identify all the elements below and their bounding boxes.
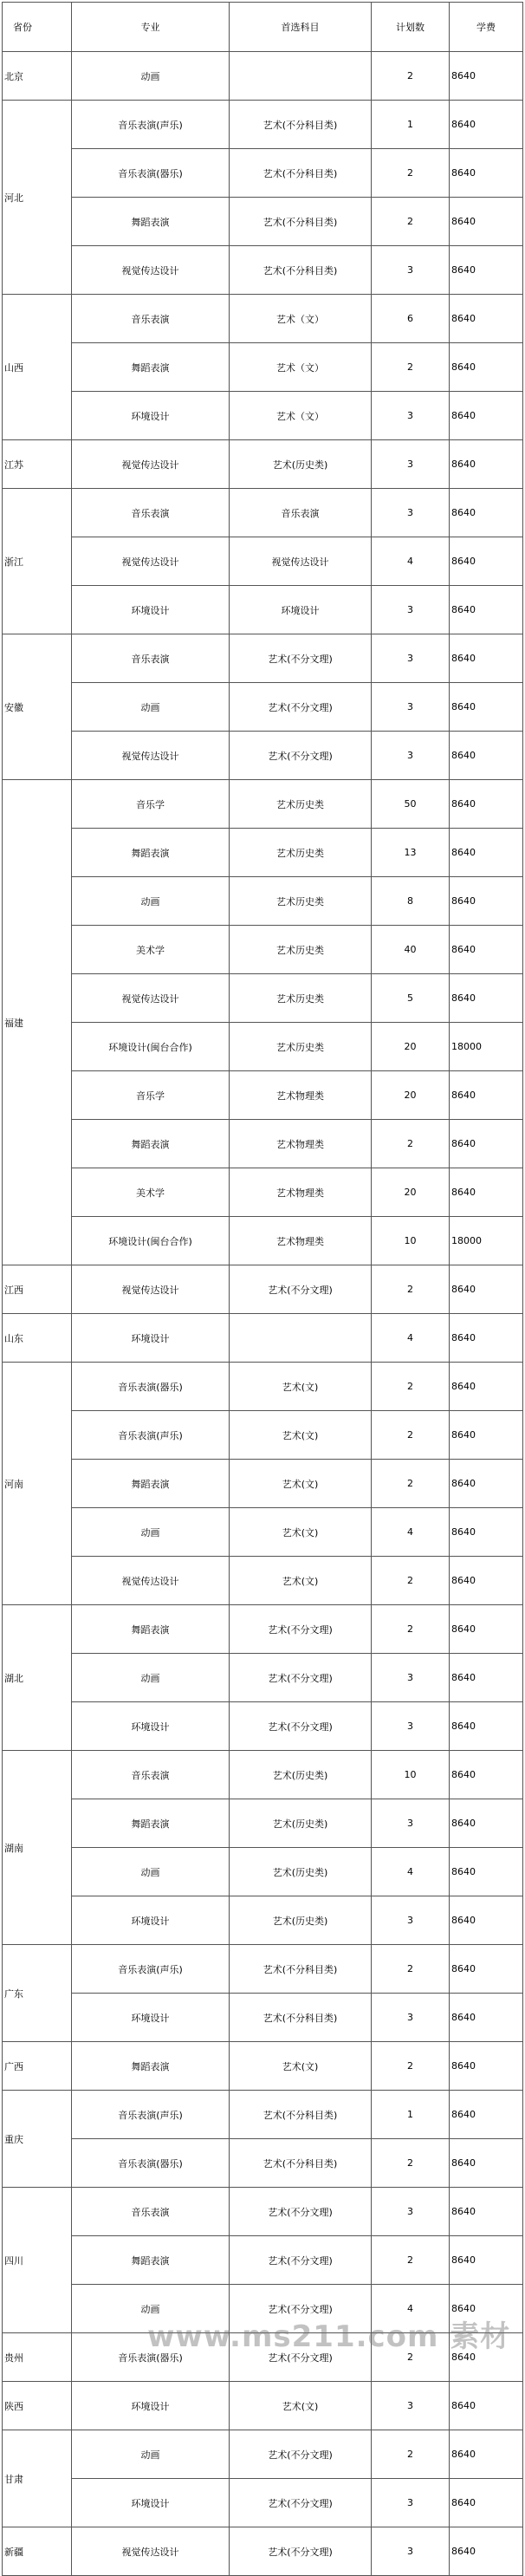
major-cell: 音乐学 bbox=[72, 780, 230, 829]
province-cell: 山西 bbox=[3, 295, 72, 440]
major-cell: 动画 bbox=[72, 1508, 230, 1557]
major-cell: 音乐表演 bbox=[72, 1751, 230, 1799]
major-cell: 舞蹈表演 bbox=[72, 1605, 230, 1654]
major-cell: 环境设计 bbox=[72, 1994, 230, 2042]
tuition-cell: 8640 bbox=[450, 2188, 523, 2236]
province-cell: 湖南 bbox=[3, 1751, 72, 1945]
plan-count-cell: 3 bbox=[372, 586, 450, 634]
tuition-cell: 8640 bbox=[450, 392, 523, 440]
table-row bbox=[3, 1751, 523, 1799]
major-cell: 动画 bbox=[72, 1848, 230, 1896]
subject-cell: 艺术历史类 bbox=[230, 926, 372, 974]
tuition-cell: 8640 bbox=[450, 974, 523, 1023]
table-row bbox=[3, 2236, 523, 2285]
tuition-cell: 8640 bbox=[450, 1605, 523, 1654]
tuition-cell: 8640 bbox=[450, 149, 523, 198]
major-cell: 音乐表演(声乐) bbox=[72, 1411, 230, 1460]
subject-cell: 艺术历史类 bbox=[230, 829, 372, 877]
plan-count-cell: 3 bbox=[372, 1702, 450, 1751]
watermark: www.ms211.com 素材 bbox=[147, 2319, 511, 2354]
major-cell: 音乐表演 bbox=[72, 634, 230, 683]
province-cell: 甘肃 bbox=[3, 2430, 72, 2527]
table-body bbox=[3, 52, 523, 2576]
header-row bbox=[3, 3, 523, 52]
plan-count-cell: 2 bbox=[372, 2333, 450, 2382]
tuition-cell: 8640 bbox=[450, 586, 523, 634]
province-cell: 江西 bbox=[3, 1265, 72, 1314]
tuition-cell: 8640 bbox=[450, 2139, 523, 2188]
major-cell: 音乐表演(声乐) bbox=[72, 101, 230, 149]
province-cell: 陕西 bbox=[3, 2382, 72, 2430]
tuition-cell: 8640 bbox=[450, 1945, 523, 1994]
major-cell: 动画 bbox=[72, 1654, 230, 1702]
table-row bbox=[3, 1023, 523, 1071]
major-cell: 舞蹈表演 bbox=[72, 1799, 230, 1848]
subject-cell: 艺术(历史类) bbox=[230, 1848, 372, 1896]
major-cell: 美术学 bbox=[72, 926, 230, 974]
plan-count-cell: 3 bbox=[372, 683, 450, 732]
subject-cell: 艺术(不分科目类) bbox=[230, 2091, 372, 2139]
major-cell: 动画 bbox=[72, 2285, 230, 2333]
plan-count-cell: 2 bbox=[372, 1557, 450, 1605]
table-row bbox=[3, 1411, 523, 1460]
major-cell: 视觉传达设计 bbox=[72, 440, 230, 489]
subject-cell: 艺术(文) bbox=[230, 2042, 372, 2091]
major-cell: 视觉传达设计 bbox=[72, 537, 230, 586]
subject-cell: 艺术(不分文理) bbox=[230, 1605, 372, 1654]
tuition-cell: 8640 bbox=[450, 683, 523, 732]
subject-cell: 艺术(历史类) bbox=[230, 1751, 372, 1799]
tuition-cell: 8640 bbox=[450, 1411, 523, 1460]
plan-count-cell: 2 bbox=[372, 149, 450, 198]
tuition-cell: 8640 bbox=[450, 537, 523, 586]
subject-cell: 艺术(文) bbox=[230, 2382, 372, 2430]
subject-cell: 艺术(文) bbox=[230, 1557, 372, 1605]
header-tuition: 学费 bbox=[450, 3, 523, 52]
table-row bbox=[3, 2430, 523, 2479]
tuition-cell: 8640 bbox=[450, 732, 523, 780]
major-cell: 环境设计(闽台合作) bbox=[72, 1217, 230, 1265]
plan-count-cell: 3 bbox=[372, 2382, 450, 2430]
tuition-cell: 8640 bbox=[450, 52, 523, 101]
major-cell: 舞蹈表演 bbox=[72, 198, 230, 246]
subject-cell: 艺术(不分文理) bbox=[230, 2188, 372, 2236]
subject-cell: 艺术（文） bbox=[230, 295, 372, 343]
tuition-cell: 8640 bbox=[450, 829, 523, 877]
plan-count-cell: 1 bbox=[372, 101, 450, 149]
plan-count-cell: 3 bbox=[372, 489, 450, 537]
subject-cell: 艺术(不分文理) bbox=[230, 2285, 372, 2333]
plan-count-cell: 2 bbox=[372, 1605, 450, 1654]
table-row bbox=[3, 2139, 523, 2188]
subject-cell: 艺术物理类 bbox=[230, 1120, 372, 1168]
tuition-cell: 8640 bbox=[450, 440, 523, 489]
province-cell: 山东 bbox=[3, 1314, 72, 1363]
subject-cell: 艺术(不分科目类) bbox=[230, 101, 372, 149]
tuition-cell: 8640 bbox=[450, 489, 523, 537]
major-cell: 美术学 bbox=[72, 1168, 230, 1217]
plan-count-cell: 3 bbox=[372, 2527, 450, 2576]
table-row bbox=[3, 2188, 523, 2236]
table-row bbox=[3, 2042, 523, 2091]
table-row bbox=[3, 1799, 523, 1848]
plan-count-cell: 2 bbox=[372, 1265, 450, 1314]
enrollment-plan-table bbox=[2, 2, 523, 2576]
subject-cell bbox=[230, 1314, 372, 1363]
plan-count-cell: 3 bbox=[372, 1654, 450, 1702]
plan-count-cell: 3 bbox=[372, 1896, 450, 1945]
plan-count-cell: 5 bbox=[372, 974, 450, 1023]
tuition-cell: 8640 bbox=[450, 634, 523, 683]
table-row bbox=[3, 1363, 523, 1411]
tuition-cell: 8640 bbox=[450, 1120, 523, 1168]
major-cell: 视觉传达设计 bbox=[72, 2527, 230, 2576]
subject-cell: 艺术物理类 bbox=[230, 1168, 372, 1217]
table-row bbox=[3, 1314, 523, 1363]
subject-cell: 艺术(历史类) bbox=[230, 1896, 372, 1945]
subject-cell: 艺术(不分文理) bbox=[230, 2236, 372, 2285]
major-cell: 音乐表演(器乐) bbox=[72, 2333, 230, 2382]
table-row bbox=[3, 1945, 523, 1994]
table-row bbox=[3, 295, 523, 343]
tuition-cell: 8640 bbox=[450, 1460, 523, 1508]
subject-cell: 艺术(不分文理) bbox=[230, 2527, 372, 2576]
plan-count-cell: 2 bbox=[372, 52, 450, 101]
tuition-cell: 8640 bbox=[450, 2382, 523, 2430]
plan-count-cell: 2 bbox=[372, 2139, 450, 2188]
tuition-cell: 8640 bbox=[450, 343, 523, 392]
province-cell: 贵州 bbox=[3, 2333, 72, 2382]
tuition-cell: 8640 bbox=[450, 1702, 523, 1751]
tuition-cell: 8640 bbox=[450, 1314, 523, 1363]
province-cell: 浙江 bbox=[3, 489, 72, 634]
plan-count-cell: 20 bbox=[372, 1168, 450, 1217]
plan-count-cell: 4 bbox=[372, 1848, 450, 1896]
major-cell: 舞蹈表演 bbox=[72, 343, 230, 392]
subject-cell: 艺术(不分文理) bbox=[230, 1265, 372, 1314]
table-row bbox=[3, 246, 523, 295]
table-row bbox=[3, 1168, 523, 1217]
plan-count-cell: 3 bbox=[372, 732, 450, 780]
table-row bbox=[3, 2091, 523, 2139]
table-row bbox=[3, 1654, 523, 1702]
major-cell: 视觉传达设计 bbox=[72, 246, 230, 295]
table-row bbox=[3, 1896, 523, 1945]
subject-cell: 视觉传达设计 bbox=[230, 537, 372, 586]
plan-count-cell: 3 bbox=[372, 440, 450, 489]
table-row bbox=[3, 1460, 523, 1508]
plan-count-cell: 2 bbox=[372, 343, 450, 392]
table-row bbox=[3, 877, 523, 926]
province-cell: 河北 bbox=[3, 101, 72, 295]
plan-count-cell: 4 bbox=[372, 1314, 450, 1363]
plan-count-cell: 3 bbox=[372, 246, 450, 295]
plan-count-cell: 10 bbox=[372, 1751, 450, 1799]
major-cell: 音乐表演 bbox=[72, 295, 230, 343]
table-row bbox=[3, 634, 523, 683]
subject-cell: 艺术(不分文理) bbox=[230, 2430, 372, 2479]
tuition-cell: 8640 bbox=[450, 1654, 523, 1702]
major-cell: 动画 bbox=[72, 877, 230, 926]
plan-count-cell: 1 bbox=[372, 2091, 450, 2139]
plan-count-cell: 40 bbox=[372, 926, 450, 974]
major-cell: 环境设计 bbox=[72, 1896, 230, 1945]
tuition-cell: 8640 bbox=[450, 780, 523, 829]
table-row bbox=[3, 1265, 523, 1314]
major-cell: 环境设计 bbox=[72, 392, 230, 440]
province-cell: 湖北 bbox=[3, 1605, 72, 1751]
tuition-cell: 8640 bbox=[450, 2333, 523, 2382]
table-row bbox=[3, 440, 523, 489]
table-row bbox=[3, 537, 523, 586]
table-row bbox=[3, 52, 523, 101]
province-cell: 广东 bbox=[3, 1945, 72, 2042]
major-cell: 视觉传达设计 bbox=[72, 1557, 230, 1605]
table-row bbox=[3, 2479, 523, 2527]
plan-count-cell: 4 bbox=[372, 2285, 450, 2333]
province-cell: 江苏 bbox=[3, 440, 72, 489]
plan-count-cell: 2 bbox=[372, 1460, 450, 1508]
major-cell: 舞蹈表演 bbox=[72, 2042, 230, 2091]
table-row bbox=[3, 1508, 523, 1557]
plan-count-cell: 8 bbox=[372, 877, 450, 926]
tuition-cell: 8640 bbox=[450, 2479, 523, 2527]
tuition-cell: 8640 bbox=[450, 877, 523, 926]
plan-count-cell: 2 bbox=[372, 1120, 450, 1168]
province-cell: 福建 bbox=[3, 780, 72, 1265]
table-row bbox=[3, 1702, 523, 1751]
tuition-cell: 8640 bbox=[450, 1751, 523, 1799]
plan-count-cell: 2 bbox=[372, 198, 450, 246]
major-cell: 动画 bbox=[72, 52, 230, 101]
tuition-cell: 8640 bbox=[450, 1848, 523, 1896]
tuition-cell: 8640 bbox=[450, 1363, 523, 1411]
major-cell: 舞蹈表演 bbox=[72, 2236, 230, 2285]
tuition-cell: 8640 bbox=[450, 1168, 523, 1217]
tuition-cell: 8640 bbox=[450, 1071, 523, 1120]
subject-cell: 艺术(不分科目类) bbox=[230, 149, 372, 198]
tuition-cell: 18000 bbox=[450, 1023, 523, 1071]
major-cell: 舞蹈表演 bbox=[72, 1460, 230, 1508]
tuition-cell: 8640 bbox=[450, 1896, 523, 1945]
subject-cell: 艺术(不分科目类) bbox=[230, 2139, 372, 2188]
table-row bbox=[3, 2527, 523, 2576]
subject-cell: 艺术历史类 bbox=[230, 974, 372, 1023]
subject-cell: 艺术(不分文理) bbox=[230, 683, 372, 732]
subject-cell: 艺术历史类 bbox=[230, 780, 372, 829]
table-row bbox=[3, 974, 523, 1023]
tuition-cell: 8640 bbox=[450, 2236, 523, 2285]
plan-count-cell: 2 bbox=[372, 2430, 450, 2479]
major-cell: 音乐表演(声乐) bbox=[72, 1945, 230, 1994]
plan-count-cell: 3 bbox=[372, 1994, 450, 2042]
plan-count-cell: 4 bbox=[372, 1508, 450, 1557]
subject-cell: 艺术(文) bbox=[230, 1411, 372, 1460]
major-cell: 音乐表演(器乐) bbox=[72, 1363, 230, 1411]
subject-cell: 艺术(不分科目类) bbox=[230, 246, 372, 295]
major-cell: 环境设计 bbox=[72, 1702, 230, 1751]
table-row bbox=[3, 101, 523, 149]
subject-cell: 艺术(不分文理) bbox=[230, 1654, 372, 1702]
subject-cell: 艺术(不分文理) bbox=[230, 732, 372, 780]
header-plan-count: 计划数 bbox=[372, 3, 450, 52]
major-cell: 舞蹈表演 bbox=[72, 1120, 230, 1168]
plan-count-cell: 20 bbox=[372, 1023, 450, 1071]
subject-cell: 艺术历史类 bbox=[230, 1023, 372, 1071]
tuition-cell: 8640 bbox=[450, 101, 523, 149]
major-cell: 环境设计 bbox=[72, 2479, 230, 2527]
tuition-cell: 8640 bbox=[450, 1994, 523, 2042]
plan-count-cell: 6 bbox=[372, 295, 450, 343]
plan-count-cell: 10 bbox=[372, 1217, 450, 1265]
tuition-cell: 8640 bbox=[450, 1799, 523, 1848]
subject-cell bbox=[230, 52, 372, 101]
tuition-cell: 8640 bbox=[450, 198, 523, 246]
plan-count-cell: 3 bbox=[372, 392, 450, 440]
plan-count-cell: 3 bbox=[372, 2188, 450, 2236]
plan-count-cell: 2 bbox=[372, 2042, 450, 2091]
province-cell: 河南 bbox=[3, 1363, 72, 1605]
table-row bbox=[3, 780, 523, 829]
subject-cell: 艺术（文） bbox=[230, 343, 372, 392]
major-cell: 视觉传达设计 bbox=[72, 974, 230, 1023]
table-row bbox=[3, 586, 523, 634]
plan-count-cell: 20 bbox=[372, 1071, 450, 1120]
table-row bbox=[3, 1605, 523, 1654]
subject-cell: 艺术物理类 bbox=[230, 1071, 372, 1120]
subject-cell: 艺术(不分科目类) bbox=[230, 198, 372, 246]
tuition-cell: 18000 bbox=[450, 1217, 523, 1265]
plan-count-cell: 3 bbox=[372, 2479, 450, 2527]
table-row bbox=[3, 2382, 523, 2430]
table-row bbox=[3, 489, 523, 537]
major-cell: 动画 bbox=[72, 2430, 230, 2479]
tuition-cell: 8640 bbox=[450, 2091, 523, 2139]
province-cell: 新疆 bbox=[3, 2527, 72, 2576]
tuition-cell: 8640 bbox=[450, 926, 523, 974]
table-row bbox=[3, 198, 523, 246]
subject-cell: 艺术(文) bbox=[230, 1460, 372, 1508]
table-row bbox=[3, 926, 523, 974]
province-cell: 安徽 bbox=[3, 634, 72, 780]
plan-count-cell: 2 bbox=[372, 1945, 450, 1994]
major-cell: 视觉传达设计 bbox=[72, 732, 230, 780]
province-cell: 广西 bbox=[3, 2042, 72, 2091]
subject-cell: 艺术(不分科目类) bbox=[230, 1945, 372, 1994]
table-row bbox=[3, 2285, 523, 2333]
major-cell: 舞蹈表演 bbox=[72, 829, 230, 877]
table-row bbox=[3, 149, 523, 198]
subject-cell: 艺术(文) bbox=[230, 1508, 372, 1557]
table-row bbox=[3, 2333, 523, 2382]
subject-cell: 艺术(不分文理) bbox=[230, 1702, 372, 1751]
table-row bbox=[3, 343, 523, 392]
table-row bbox=[3, 732, 523, 780]
subject-cell: 艺术(历史类) bbox=[230, 1799, 372, 1848]
plan-count-cell: 13 bbox=[372, 829, 450, 877]
major-cell: 音乐表演(器乐) bbox=[72, 149, 230, 198]
table-row bbox=[3, 683, 523, 732]
plan-count-cell: 2 bbox=[372, 1363, 450, 1411]
table-row bbox=[3, 1848, 523, 1896]
tuition-cell: 8640 bbox=[450, 2285, 523, 2333]
major-cell: 环境设计 bbox=[72, 586, 230, 634]
subject-cell: 环境设计 bbox=[230, 586, 372, 634]
table-row bbox=[3, 1120, 523, 1168]
subject-cell: 艺术历史类 bbox=[230, 877, 372, 926]
tuition-cell: 8640 bbox=[450, 2042, 523, 2091]
plan-count-cell: 50 bbox=[372, 780, 450, 829]
header-province: 省份 bbox=[3, 3, 72, 52]
province-cell: 北京 bbox=[3, 52, 72, 101]
plan-count-cell: 3 bbox=[372, 1799, 450, 1848]
subject-cell: 艺术(文) bbox=[230, 1363, 372, 1411]
tuition-cell: 8640 bbox=[450, 295, 523, 343]
subject-cell: 艺术(不分科目类) bbox=[230, 1994, 372, 2042]
tuition-cell: 8640 bbox=[450, 1265, 523, 1314]
table-row bbox=[3, 392, 523, 440]
province-cell: 重庆 bbox=[3, 2091, 72, 2188]
subject-cell: 艺术(不分文理) bbox=[230, 634, 372, 683]
subject-cell: 艺术(不分文理) bbox=[230, 2479, 372, 2527]
table-row bbox=[3, 1217, 523, 1265]
tuition-cell: 8640 bbox=[450, 2527, 523, 2576]
tuition-cell: 8640 bbox=[450, 1508, 523, 1557]
subject-cell: 艺术物理类 bbox=[230, 1217, 372, 1265]
plan-count-cell: 3 bbox=[372, 634, 450, 683]
plan-count-cell: 2 bbox=[372, 1411, 450, 1460]
major-cell: 动画 bbox=[72, 683, 230, 732]
tuition-cell: 8640 bbox=[450, 1557, 523, 1605]
major-cell: 音乐表演(声乐) bbox=[72, 2091, 230, 2139]
table-row bbox=[3, 1994, 523, 2042]
header-subject: 首选科目 bbox=[230, 3, 372, 52]
major-cell: 音乐表演(器乐) bbox=[72, 2139, 230, 2188]
major-cell: 环境设计 bbox=[72, 1314, 230, 1363]
major-cell: 音乐表演 bbox=[72, 489, 230, 537]
subject-cell: 音乐表演 bbox=[230, 489, 372, 537]
major-cell: 音乐表演 bbox=[72, 2188, 230, 2236]
plan-count-cell: 2 bbox=[372, 2236, 450, 2285]
header-major: 专业 bbox=[72, 3, 230, 52]
major-cell: 环境设计 bbox=[72, 2382, 230, 2430]
plan-count-cell: 4 bbox=[372, 537, 450, 586]
major-cell: 音乐学 bbox=[72, 1071, 230, 1120]
major-cell: 环境设计(闽台合作) bbox=[72, 1023, 230, 1071]
subject-cell: 艺术(不分文理) bbox=[230, 2333, 372, 2382]
tuition-cell: 8640 bbox=[450, 2430, 523, 2479]
table-row bbox=[3, 1557, 523, 1605]
table-row bbox=[3, 829, 523, 877]
subject-cell: 艺术（文） bbox=[230, 392, 372, 440]
major-cell: 视觉传达设计 bbox=[72, 1265, 230, 1314]
table-row bbox=[3, 1071, 523, 1120]
tuition-cell: 8640 bbox=[450, 246, 523, 295]
province-cell: 四川 bbox=[3, 2188, 72, 2333]
subject-cell: 艺术(历史类) bbox=[230, 440, 372, 489]
